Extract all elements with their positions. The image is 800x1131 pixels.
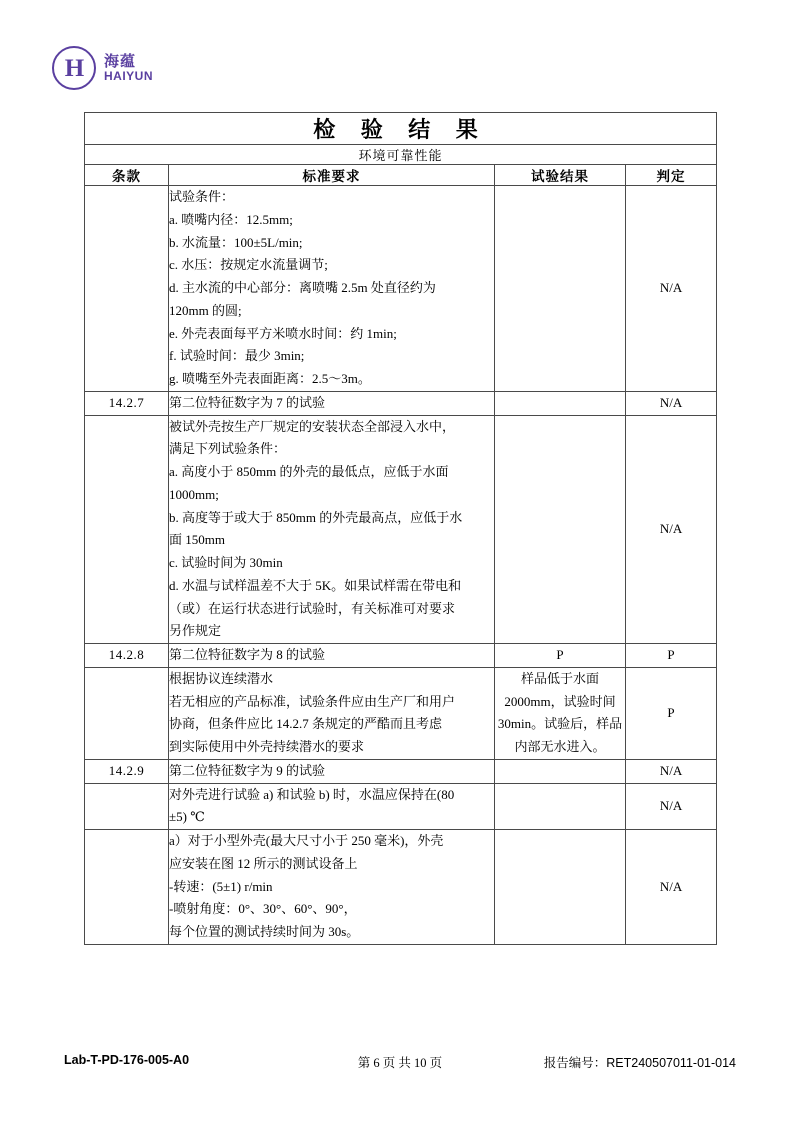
cell-verdict: N/A xyxy=(626,391,717,415)
requirement-line: c. 水压：按规定水流量调节; xyxy=(169,257,328,273)
requirement-line: b. 高度等于或大于 850mm 的外壳最高点，应低于水 xyxy=(169,509,463,525)
cell-clause xyxy=(85,415,169,644)
requirement-line: d. 水温与试样温差不大于 5K。如果试样需在带电和 xyxy=(169,577,462,593)
requirement-line: 120mm 的圆; xyxy=(169,302,242,318)
cell-requirement xyxy=(169,391,495,415)
cell-result xyxy=(495,186,626,392)
table-row xyxy=(85,415,717,644)
requirement-line: g. 喷嘴至外壳表面距离：2.5～3m。 xyxy=(169,371,371,386)
table-row xyxy=(85,830,717,945)
table-subtitle-row xyxy=(85,145,717,165)
cell-result xyxy=(495,391,626,415)
table-row xyxy=(85,644,717,668)
footer-report-number-label: 报告编号： xyxy=(543,1056,607,1070)
page-footer xyxy=(0,1053,800,1081)
cell-clause: 14.2.8 xyxy=(85,644,169,668)
logo-name-en: HAIYUN xyxy=(104,68,154,83)
cell-verdict: N/A xyxy=(626,415,717,644)
cell-result xyxy=(495,759,626,783)
cell-verdict: P xyxy=(626,644,717,668)
requirement-line: （或）在运行状态进行试验时，有关标准可对要求 xyxy=(169,600,456,616)
inspection-result-table xyxy=(84,112,717,945)
cell-clause: 14.2.9 xyxy=(85,759,169,783)
cell-verdict: N/A xyxy=(626,186,717,392)
requirement-line: a）对于小型外壳(最大尺寸小于 250 毫米)，外壳 xyxy=(169,833,444,848)
column-header-clause: 条款 xyxy=(85,165,169,186)
cell-verdict: N/A xyxy=(626,759,717,783)
requirement-line: e. 外壳表面每平方米喷水时间：约 1min; xyxy=(169,325,397,341)
cell-result xyxy=(495,783,626,830)
column-header-verdict: 判定 xyxy=(626,165,717,186)
requirement-line: 1000mm; xyxy=(169,486,219,502)
cell-result: 样品低于水面 2000mm，试验时间 30min。试验后，样品内部无水进入。 xyxy=(495,667,626,759)
cell-requirement xyxy=(169,783,495,830)
footer-report-number-value: RET240507011-01-014 xyxy=(606,1056,736,1070)
requirement-line: 协商，但条件应比 14.2.7 条规定的严酷而且考虑 xyxy=(169,716,443,732)
cell-verdict: P xyxy=(626,667,717,759)
logo-monogram-letter: H xyxy=(64,54,84,82)
requirement-line: -转速：(5±1) r/min xyxy=(169,878,273,894)
requirement-line: d. 主水流的中心部分：离喷嘴 2.5m 处直径约为 xyxy=(169,280,436,295)
requirement-line: 第二位特征数字为 9 的试验 xyxy=(169,762,326,778)
requirement-line: f. 试验时间：最少 3min; xyxy=(169,348,305,364)
requirement-line: 试验条件： xyxy=(169,189,235,204)
cell-requirement xyxy=(169,759,495,783)
requirement-line: ±5) ℃ xyxy=(169,809,205,825)
cell-clause xyxy=(85,783,169,830)
cell-result: P xyxy=(495,644,626,668)
cell-verdict: N/A xyxy=(626,830,717,945)
table-row xyxy=(85,759,717,783)
requirement-line: 若无相应的产品标准，试验条件应由生产厂和用户 xyxy=(169,693,456,709)
requirement-line: a. 高度小于 850mm 的外壳的最低点，应低于水面 xyxy=(169,464,449,479)
footer-page-number: 第 6 页 共 10 页 xyxy=(357,1056,443,1070)
column-header-result: 试验结果 xyxy=(495,165,626,186)
requirement-line: 应安装在图 12 所示的测试设备上 xyxy=(169,855,358,871)
requirement-line: 面 150mm xyxy=(169,532,225,548)
requirement-line: 被试外壳按生产厂规定的安装状态全部浸入水中， xyxy=(169,418,456,434)
requirement-line: 对外壳进行试验 a) 和试验 b) 时，水温应保持在(80 xyxy=(169,786,455,802)
cell-requirement xyxy=(169,415,495,644)
table-row xyxy=(85,667,717,759)
requirement-line: 第二位特征数字为 7 的试验 xyxy=(169,394,326,410)
requirement-line: 另作规定 xyxy=(169,623,222,639)
table-title-row xyxy=(85,113,717,145)
page-title: 检 验 结 果 xyxy=(85,113,717,145)
logo-monogram-icon xyxy=(52,46,96,90)
requirement-line: -喷射角度：0°、30°、60°、90°， xyxy=(169,901,357,917)
table-header-row xyxy=(85,165,717,186)
requirement-line: 第二位特征数字为 8 的试验 xyxy=(169,647,326,662)
cell-verdict: N/A xyxy=(626,783,717,830)
requirement-line: 每个位置的测试持续时间为 30s。 xyxy=(169,924,360,939)
logo-wordmark xyxy=(104,54,153,82)
cell-clause xyxy=(85,186,169,392)
footer-document-code: Lab-T-PD-176-005-A0 xyxy=(64,1053,190,1067)
cell-clause: 14.2.7 xyxy=(85,391,169,415)
cell-requirement xyxy=(169,830,495,945)
table-row xyxy=(85,186,717,392)
cell-result xyxy=(495,415,626,644)
requirement-line: 根据协议连续潜水 xyxy=(169,670,274,686)
logo-name-cn: 海蕴 xyxy=(104,52,137,70)
table-row xyxy=(85,391,717,415)
cell-result xyxy=(495,830,626,945)
cell-clause xyxy=(85,830,169,945)
requirement-line: a. 喷嘴内径：12.5mm; xyxy=(169,211,293,227)
page-subtitle: 环境可靠性能 xyxy=(85,145,717,165)
requirement-line: 满足下列试验条件： xyxy=(169,441,287,457)
company-logo xyxy=(52,46,153,90)
requirement-line: b. 水流量：100±5L/min; xyxy=(169,234,303,250)
requirement-line: c. 试验时间为 30min xyxy=(169,555,283,570)
cell-clause xyxy=(85,667,169,759)
cell-requirement xyxy=(169,644,495,668)
table-row xyxy=(85,783,717,830)
column-header-requirement: 标准要求 xyxy=(169,165,495,186)
requirement-line: 到实际使用中外壳持续潜水的要求 xyxy=(169,739,365,754)
cell-requirement xyxy=(169,186,495,392)
cell-requirement xyxy=(169,667,495,759)
footer-report-number xyxy=(544,1053,736,1071)
